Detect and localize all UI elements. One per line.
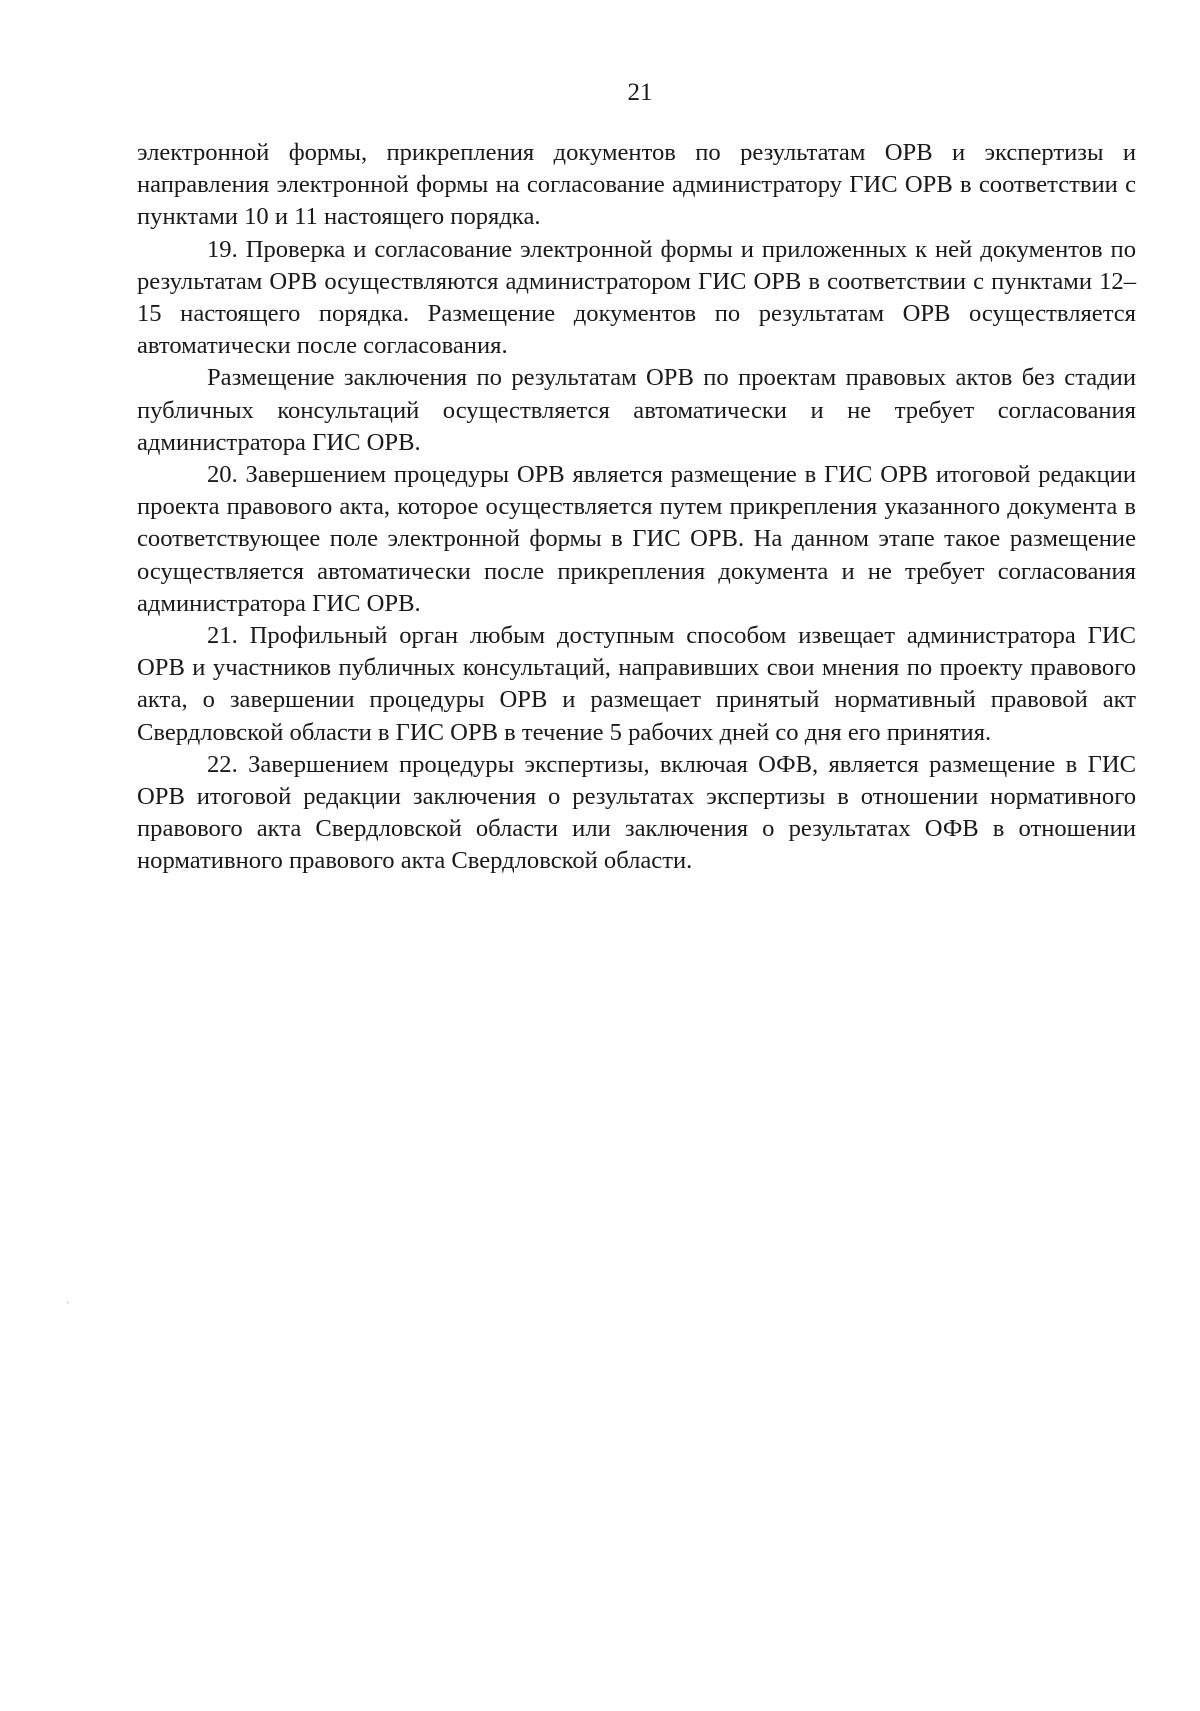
scan-speck [67,1302,68,1303]
paragraph-22: 22. Завершением процедуры экспертизы, включая ОФВ, является размещение в ГИС ОРВ итоговой редакции заключения о результатах экспертизы в отношении нормативного правового акта Свердловской области или заключения о результатах ОФВ в отношении нормативного правового акта Свердловской области. [137,750,1136,875]
paragraph-21: 21. Профильный орган любым доступным способом извещает администратора ГИС ОРВ и участников публичных консультаций, направивших свои мнения по проекту правового акта, о завершении процедуры ОРВ и размещает принятый нормативный правовой акт Свердловской области в ГИС ОРВ в течение 5 рабочих дней со дня его принятия. [137,622,1136,746]
paragraph-20: 20. Завершением процедуры ОРВ является размещение в ГИС ОРВ итоговой редакции проекта правового акта, которое осуществляется путем прикрепления указанного документа в соответствующее поле электронной формы в ГИС ОРВ. На данном этапе такое размещение осуществляется автоматически после прикрепления документа и не требует согласования администратора ГИС ОРВ. [137,461,1136,617]
paragraph-19: 19. Проверка и согласование электронной формы и приложенных к ней документов по результатам ОРВ осуществляются администратором ГИС ОРВ в соответствии с пунктами 12–15 настоящего порядка. Размещение документов по результатам ОРВ осуществляется автоматически после согласования. [137,235,1136,360]
paragraph-continuation: электронной формы, прикрепления документов по результатам ОРВ и экспертизы и направления электронной формы на согласование администратору ГИС ОРВ в соответствии с пунктами 10 и 11 настоящего порядка. [137,139,1136,231]
document-body [137,137,1136,878]
page-number: 21 [627,79,653,106]
paragraph-19-public-consultation: Размещение заключения по результатам ОРВ по проектам правовых актов без стадии публичных консультаций осуществляется автоматически и не требует согласования администратора ГИС ОРВ. [137,364,1136,456]
